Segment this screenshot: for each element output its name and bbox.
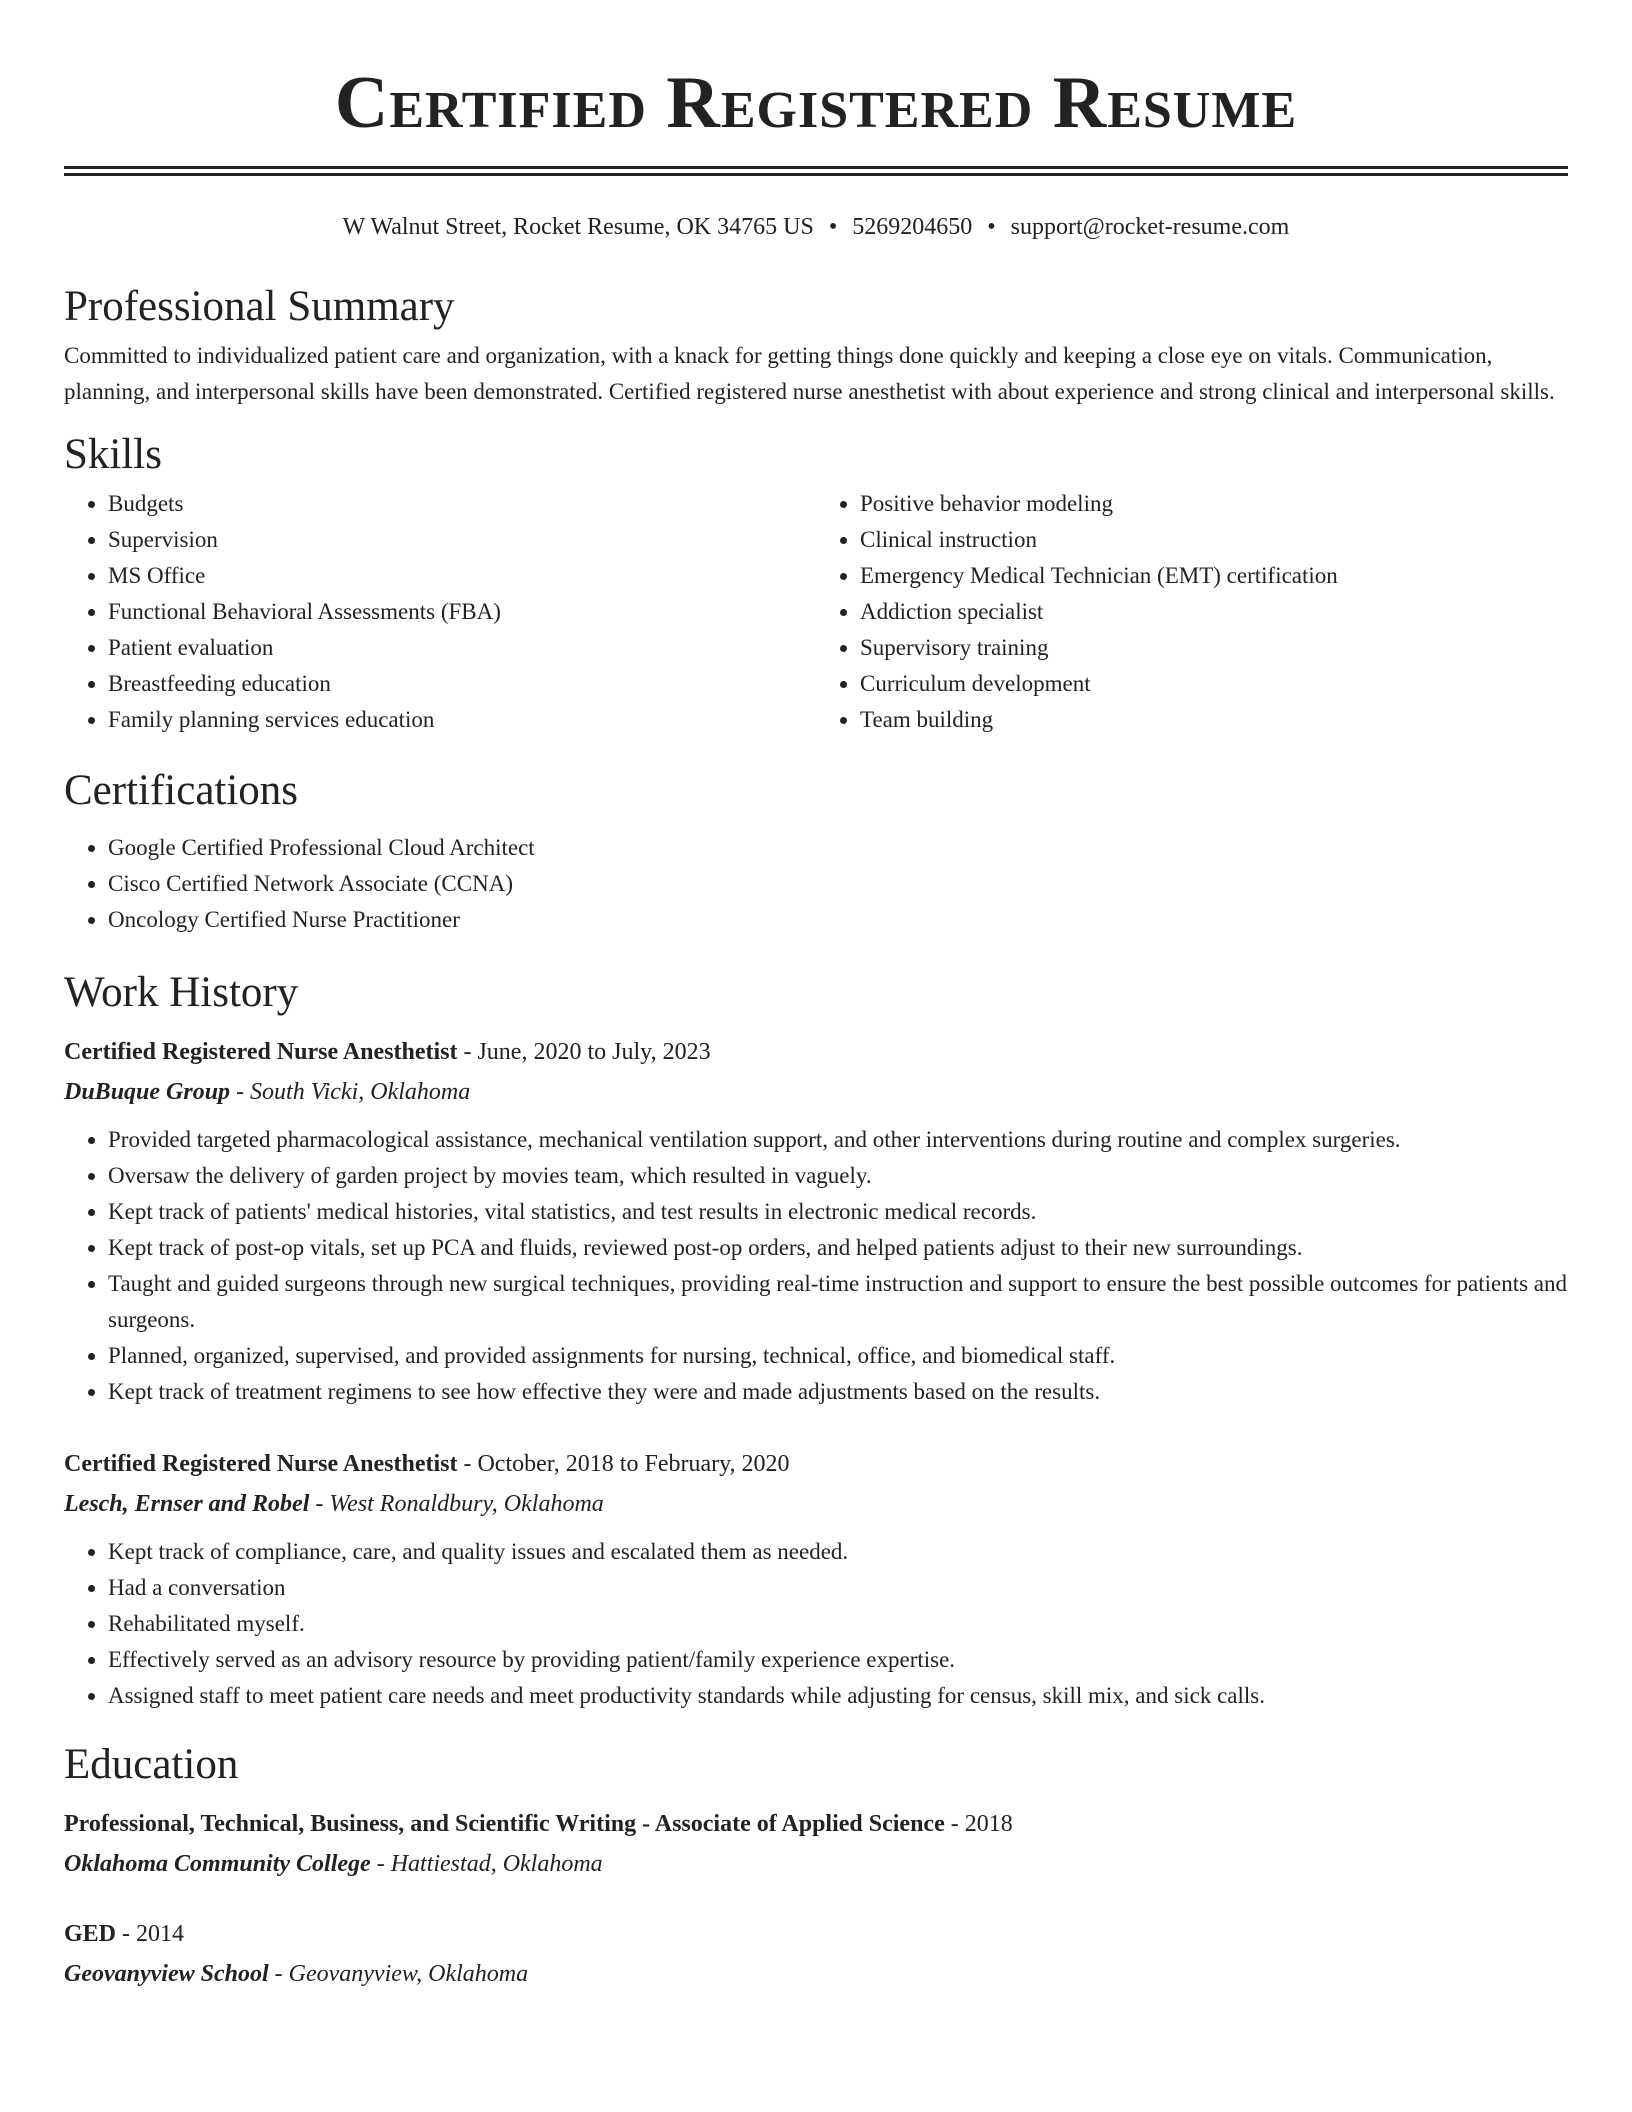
job-location: - West Ronaldbury, Oklahoma bbox=[309, 1491, 604, 1517]
job-dates: - June, 2020 to July, 2023 bbox=[457, 1039, 711, 1065]
job-entry bbox=[64, 1032, 1568, 1410]
job-dates: - October, 2018 to February, 2020 bbox=[457, 1451, 790, 1477]
resume-title: Certified Registered Resume bbox=[334, 62, 1298, 144]
skill-item: • Team building bbox=[860, 702, 1568, 738]
job-bullet: • Rehabilitated myself. bbox=[108, 1606, 1568, 1642]
degree-year: - 2014 bbox=[116, 1921, 185, 1947]
job-bullet: • Kept track of post-op vitals, set up PCA and fluids, reviewed post-op orders, and helped patients adjust to their new surroundings. bbox=[108, 1230, 1568, 1266]
degree-name: Professional, Technical, Business, and Scientific Writing - Associate of Applied Science bbox=[64, 1811, 945, 1837]
education-entry bbox=[64, 1914, 1568, 1994]
certifications-heading: Certifications bbox=[64, 767, 299, 814]
skill-item: • Breastfeeding education bbox=[108, 666, 816, 702]
skill-item: • Emergency Medical Technician (EMT) certification bbox=[860, 558, 1568, 594]
certifications-list bbox=[64, 830, 1568, 938]
job-entry bbox=[64, 1444, 1568, 1714]
job-title: Certified Registered Nurse Anesthetist bbox=[64, 1451, 458, 1477]
skills-list-right bbox=[816, 486, 1568, 738]
contact-email: support@rocket-resume.com bbox=[1010, 214, 1290, 240]
job-bullets bbox=[64, 1122, 1568, 1410]
job-title-line bbox=[64, 1032, 1568, 1072]
school-name: Oklahoma Community College bbox=[64, 1851, 371, 1877]
job-bullet: • Effectively served as an advisory resource by providing patient/family experience expertise. bbox=[108, 1642, 1568, 1678]
school-line bbox=[64, 1954, 1568, 1994]
job-company-line bbox=[64, 1072, 1568, 1112]
skill-item: • Addiction specialist bbox=[860, 594, 1568, 630]
degree-name: GED bbox=[64, 1921, 117, 1947]
job-bullet: • Provided targeted pharmacological assistance, mechanical ventilation support, and other interventions during routine and complex surgeries. bbox=[108, 1122, 1568, 1158]
job-bullet: • Kept track of patients' medical histories, vital statistics, and test results in electronic medical records. bbox=[108, 1194, 1568, 1230]
job-bullet: • Kept track of treatment regimens to see how effective they were and made adjustments based on the results. bbox=[108, 1374, 1568, 1410]
skill-item: • Functional Behavioral Assessments (FBA) bbox=[108, 594, 816, 630]
title-divider bbox=[64, 166, 1568, 176]
skill-item: • Budgets bbox=[108, 486, 816, 522]
job-title-line bbox=[64, 1444, 1568, 1484]
degree-line bbox=[64, 1914, 1568, 1954]
skill-item: • Clinical instruction bbox=[860, 522, 1568, 558]
education-entry bbox=[64, 1804, 1568, 1884]
school-name: Geovanyview School bbox=[64, 1961, 269, 1987]
certification-item: • Oncology Certified Nurse Practitioner bbox=[108, 902, 1568, 938]
school-location: - Geovanyview, Oklahoma bbox=[268, 1961, 529, 1987]
job-company: Lesch, Ernser and Robel bbox=[64, 1491, 310, 1517]
skill-item: • Supervisory training bbox=[860, 630, 1568, 666]
job-bullet: • Kept track of compliance, care, and quality issues and escalated them as needed. bbox=[108, 1534, 1568, 1570]
education-heading: Education bbox=[64, 1741, 239, 1788]
degree-year: - 2018 bbox=[944, 1811, 1013, 1837]
contact-separator: • bbox=[987, 214, 996, 240]
job-bullets bbox=[64, 1534, 1568, 1714]
skill-item: • Supervision bbox=[108, 522, 816, 558]
skill-item: • Family planning services education bbox=[108, 702, 816, 738]
work-history-heading: Work History bbox=[64, 969, 299, 1016]
job-bullet: • Taught and guided surgeons through new surgical techniques, providing real-time instruction and support to ensure the best possible outcomes for patients and surgeons. bbox=[108, 1266, 1568, 1338]
summary-text: Committed to individualized patient care and organization, with a knack for getting things done quickly and keeping a close eye on vitals. Communication, planning, and interpersonal skills have been demonstrated. Certified registered nurse anesthetist with about experience and strong clinical and interpersonal skills. bbox=[64, 343, 1555, 404]
job-bullet: • Assigned staff to meet patient care needs and meet productivity standards while adjusting for census, skill mix, and sick calls. bbox=[108, 1678, 1568, 1714]
job-company-line bbox=[64, 1484, 1568, 1524]
contact-separator: • bbox=[828, 214, 838, 240]
summary-heading: Professional Summary bbox=[64, 283, 455, 330]
contact-phone: 5269204650 bbox=[852, 214, 973, 240]
job-bullet: • Oversaw the delivery of garden project by movies team, which resulted in vaguely. bbox=[108, 1158, 1568, 1194]
degree-line bbox=[64, 1804, 1568, 1844]
skill-item: • Patient evaluation bbox=[108, 630, 816, 666]
school-location: - Hattiestad, Oklahoma bbox=[370, 1851, 603, 1877]
skill-item: • Positive behavior modeling bbox=[860, 486, 1568, 522]
certification-item: • Cisco Certified Network Associate (CCNA) bbox=[108, 866, 1568, 902]
job-title: Certified Registered Nurse Anesthetist bbox=[64, 1039, 458, 1065]
school-line bbox=[64, 1844, 1568, 1884]
job-location: - South Vicki, Oklahoma bbox=[230, 1079, 471, 1105]
skills-columns bbox=[64, 486, 1568, 738]
contact-line bbox=[64, 210, 1568, 244]
job-company: DuBuque Group bbox=[64, 1079, 231, 1105]
skills-list-left bbox=[64, 486, 816, 738]
certification-item: • Google Certified Professional Cloud Architect bbox=[108, 830, 1568, 866]
contact-address: W Walnut Street, Rocket Resume, OK 34765 US bbox=[342, 214, 814, 240]
skills-heading: Skills bbox=[64, 431, 162, 478]
skill-item: • Curriculum development bbox=[860, 666, 1568, 702]
job-bullet: • Had a conversation bbox=[108, 1570, 1568, 1606]
skill-item: • MS Office bbox=[108, 558, 816, 594]
job-bullet: • Planned, organized, supervised, and provided assignments for nursing, technical, office, and biomedical staff. bbox=[108, 1338, 1568, 1374]
